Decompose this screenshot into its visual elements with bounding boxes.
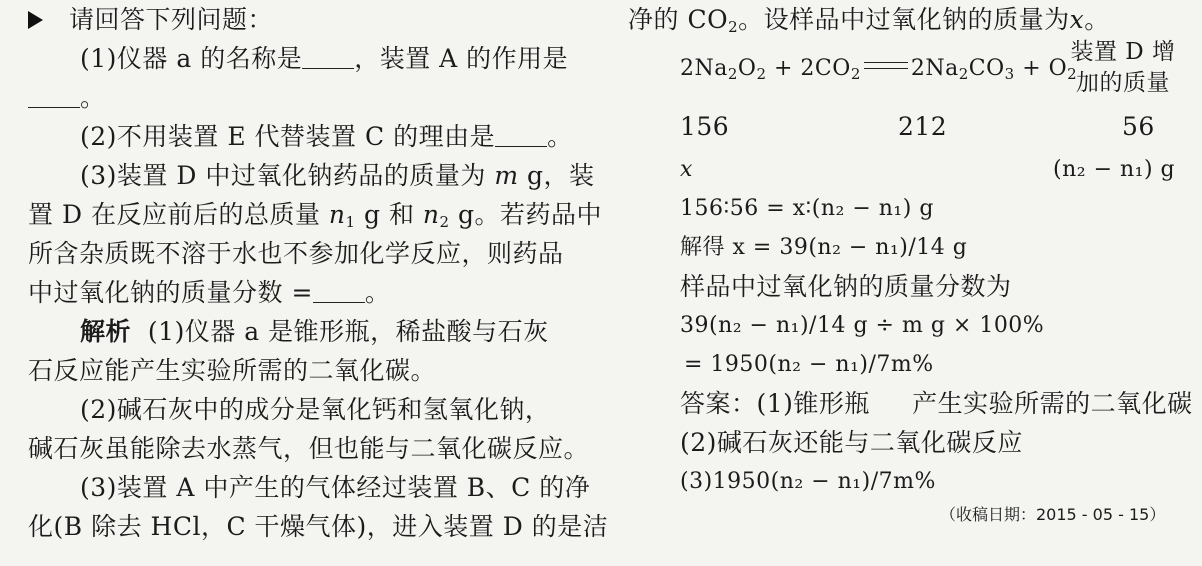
calculation-line-2: = 1950(n₂ − n₁)/7m% [684,352,934,377]
mass-increase-label: 装置 D 增加的质量 [1070,39,1176,96]
question-3-line-4: 中过氧化钠的质量分数 = 。 [28,278,391,307]
left-column [28,0,609,546]
arrow-triangle-icon [28,11,43,29]
calculation-line-1: 39(n₂ − n₁)/14 g ÷ m g × 100% [680,313,1045,338]
answer-blank [313,278,365,303]
equals-sign [864,62,908,69]
proportion-line: 156∶56 = x∶(n₂ − n₁) g [680,196,934,221]
variable-row: x (n₂ − n₁) g [680,157,1176,182]
question-2: (2)不用装置 E 代替装置 C 的理由是 。 [80,122,573,151]
fraction-intro-line: 样品中过氧化钠的质量分数为 [680,272,1012,301]
question-1-line-1: (1)仪器 a 的名称是 ，装置 A 的作用是 [80,44,569,73]
answer-blank [495,122,547,147]
question-3-line-3: 所含杂质既不溶于水也不参加化学反应，则药品 [28,239,564,268]
analysis-3-line-1: (3)装置 A 中产生的气体经过装置 B、C 的净 [80,473,591,502]
question-prompt: 请回答下列问题： [28,0,588,39]
received-date: （收稿日期：2015 - 05 - 15） [940,505,1166,524]
sample-assumption: 净的 $CO_2$。设样品中过氧化钠的质量为x。 [628,5,1110,36]
analysis-label: 解析 [80,317,132,346]
analysis-3-line-2: 化(B 除去 HCl，C 干燥气体)，进入装置 D 的是洁 [28,512,609,541]
answer-line-1: 答案：(1)锥形瓶 产生实验所需的二氧化碳 [680,389,1193,418]
analysis-2-line-1: (2)碱石灰中的成分是氧化钙和氢氧化钠， [80,395,551,424]
reaction-equation: $2Na_2O_2 + 2CO_2$ $2Na_2CO_3 + O_2$ [680,56,1078,83]
question-1-line-2: 。 [28,78,588,117]
question-3-line-1: (3)装置 D 中过氧化钠药品的质量为 m g，装 [80,161,595,190]
molar-mass-row: 156 212 56 [680,112,1155,141]
answer-line-2: (2)碱石灰还能与二氧化碳反应 [680,428,1023,457]
analysis-2-line-2: 碱石灰虽能除去水蒸气，但也能与二氧化碳反应。 [28,434,590,463]
solve-line: 解得 x = 39(n₂ − n₁)/14 g [680,235,968,260]
analysis-1-line-2: 石反应能产生实验所需的二氧化碳。 [28,356,437,385]
analysis-1-line-1: 解析 (1)仪器 a 是锥形瓶，稀盐酸与石灰 [80,317,549,346]
reaction-equation-row [628,39,1188,107]
answer-line-3: (3)1950(n₂ − n₁)/7m% [680,469,936,494]
question-3-line-2: 置 D 在反应前后的总质量 $n_1$ g 和 $n_2$ g。若药品中 [28,200,603,231]
right-column [628,0,1193,501]
answer-blank [28,83,80,108]
answer-blank [302,44,354,69]
